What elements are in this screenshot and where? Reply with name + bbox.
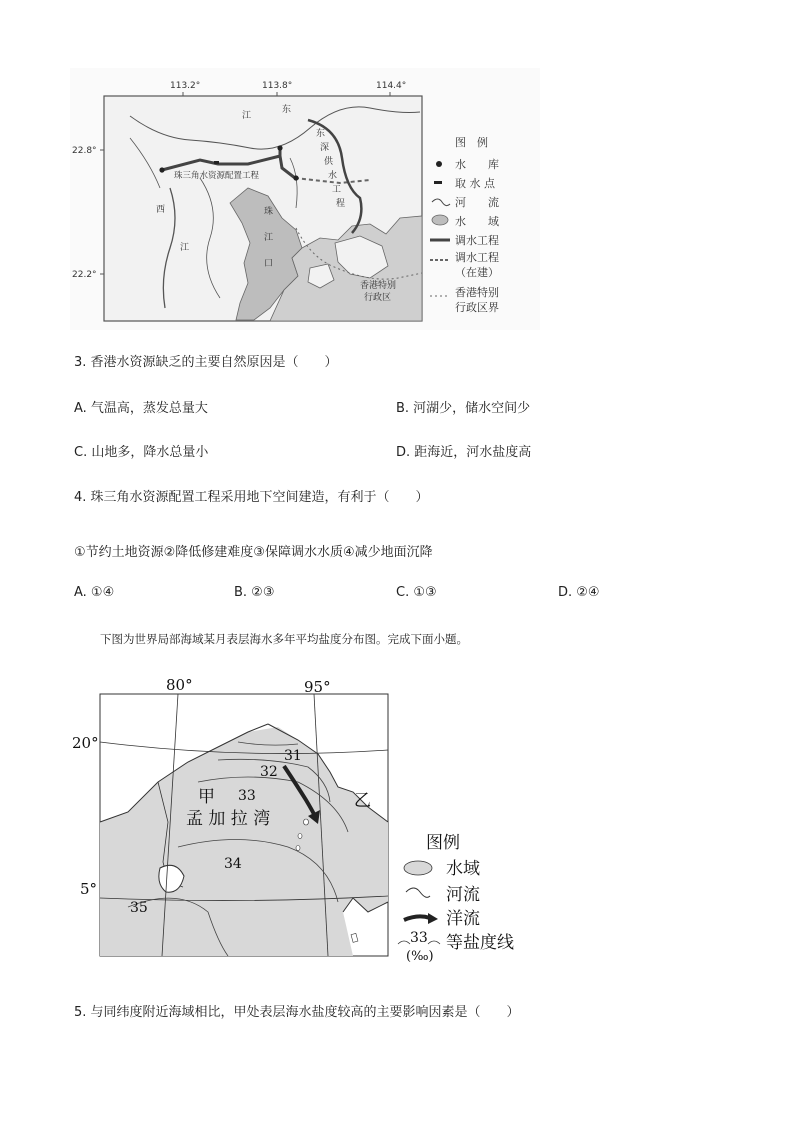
map1-lat-222: 22.2° — [72, 270, 97, 280]
question-5-stem: 5. 与同纬度附近海域相比，甲处表层海水盐度较高的主要影响因素是（ ） — [74, 1005, 520, 1020]
map1-legend-river: 河 流 — [455, 196, 499, 209]
question-4-option-b: B. ②③ — [234, 585, 275, 600]
map1-legend-hk-boundary-1: 香港特别 — [455, 286, 499, 299]
map2-legend-isohaline: 等盐度线 — [446, 933, 514, 953]
map2-lon-80: 80° — [166, 676, 193, 694]
map2-legend-river: 河流 — [446, 885, 480, 905]
map1-lat-228: 22.8° — [72, 146, 97, 156]
map2-intro-text: 下图为世界局部海域某月表层海水多年平均盐度分布图。完成下面小题。 — [100, 632, 468, 646]
map1-dongjiang-char-1: 江 — [242, 111, 252, 121]
isohaline-label-34: 34 — [224, 856, 242, 872]
question-3-option-a: A. 气温高，蒸发总量大 — [74, 401, 208, 416]
map1-dongshen-char-4: 水 — [328, 171, 338, 181]
label-jia: 甲 — [198, 787, 215, 807]
question-3-option-b: B. 河湖少，储水空间少 — [396, 401, 531, 416]
map1-zhujiangkou-char-2: 江 — [264, 233, 274, 243]
map1-legend-hk-boundary-2: 行政区界 — [455, 301, 499, 314]
map1-legend-project-building-2: （在建） — [455, 266, 499, 279]
map1-zhujiangkou-char-1: 珠 — [264, 207, 274, 217]
question-4-option-d: D. ②④ — [558, 585, 600, 600]
map1-legend-intake: 取 水 点 — [455, 177, 495, 190]
map1-lon-1138: 113.8° — [262, 81, 293, 91]
map2-legend-unit: (‰) — [406, 949, 434, 964]
pearl-river-delta-map — [70, 68, 540, 330]
map1-dongjiang-char-2: 东 — [282, 105, 292, 115]
isohaline-label-31: 31 — [284, 748, 302, 764]
question-4-option-a: A. ①④ — [74, 585, 115, 600]
map2-lon-95: 95° — [304, 678, 331, 696]
map1-lon-1144: 114.4° — [376, 81, 407, 91]
label-yi: 乙 — [354, 791, 371, 811]
map2-legend — [398, 833, 514, 964]
map1-dongshen-char-2: 深 — [320, 143, 330, 153]
map1-dongshen-char-5: 工 — [332, 185, 342, 195]
question-3-option-d: D. 距海近，河水盐度高 — [396, 445, 532, 460]
map1-zhujiangkou-char-3: 口 — [264, 259, 274, 269]
map1-legend-water: 水 域 — [455, 215, 499, 228]
map2-legend-sample-value: 33 — [410, 930, 428, 946]
map1-hk-label-2: 行政区 — [364, 293, 392, 303]
map1-dongshen-char-1: 东 — [316, 129, 326, 139]
label-bay-of-bengal: 孟 加 拉 湾 — [186, 809, 271, 829]
map1-legend-project-building-1: 调水工程 — [455, 251, 499, 264]
isohaline-label-32: 32 — [260, 764, 278, 780]
map1-lon-1132: 113.2° — [170, 81, 201, 91]
map1-dongshen-char-6: 程 — [336, 199, 346, 209]
map1-xijiang-char-1: 西 — [156, 205, 166, 215]
map2-lat-5: 5° — [80, 880, 98, 898]
isohaline-label-35: 35 — [130, 900, 148, 916]
map1-project-label: 珠三角水资源配置工程 — [174, 171, 260, 181]
map1-dongshen-char-3: 供 — [324, 157, 334, 167]
map2-legend-water: 水域 — [446, 859, 480, 879]
map1-legend-reservoir: 水 库 — [455, 158, 499, 171]
question-3-option-c: C. 山地多，降水总量小 — [74, 445, 209, 460]
question-4-statements: ①节约土地资源②降低修建难度③保障调水水质④减少地面沉降 — [74, 545, 433, 560]
map2-legend-title: 图例 — [426, 833, 460, 853]
map2-lat-20: 20° — [72, 734, 99, 752]
question-4-option-c: C. ①③ — [396, 585, 437, 600]
question-3-stem: 3. 香港水资源缺乏的主要自然原因是（ ） — [74, 355, 338, 370]
map1-hk-label-1: 香港特别 — [360, 281, 397, 291]
isohaline-label-33: 33 — [238, 788, 256, 804]
map2-legend-current: 洋流 — [446, 909, 480, 929]
bay-of-bengal-salinity-map — [68, 672, 538, 972]
map1-legend-project-built: 调水工程 — [455, 234, 499, 247]
map1-xijiang-char-2: 江 — [180, 243, 190, 253]
map1-legend-title: 图 例 — [455, 136, 488, 149]
question-4-stem: 4. 珠三角水资源配置工程采用地下空间建造，有利于（ ） — [74, 490, 429, 505]
